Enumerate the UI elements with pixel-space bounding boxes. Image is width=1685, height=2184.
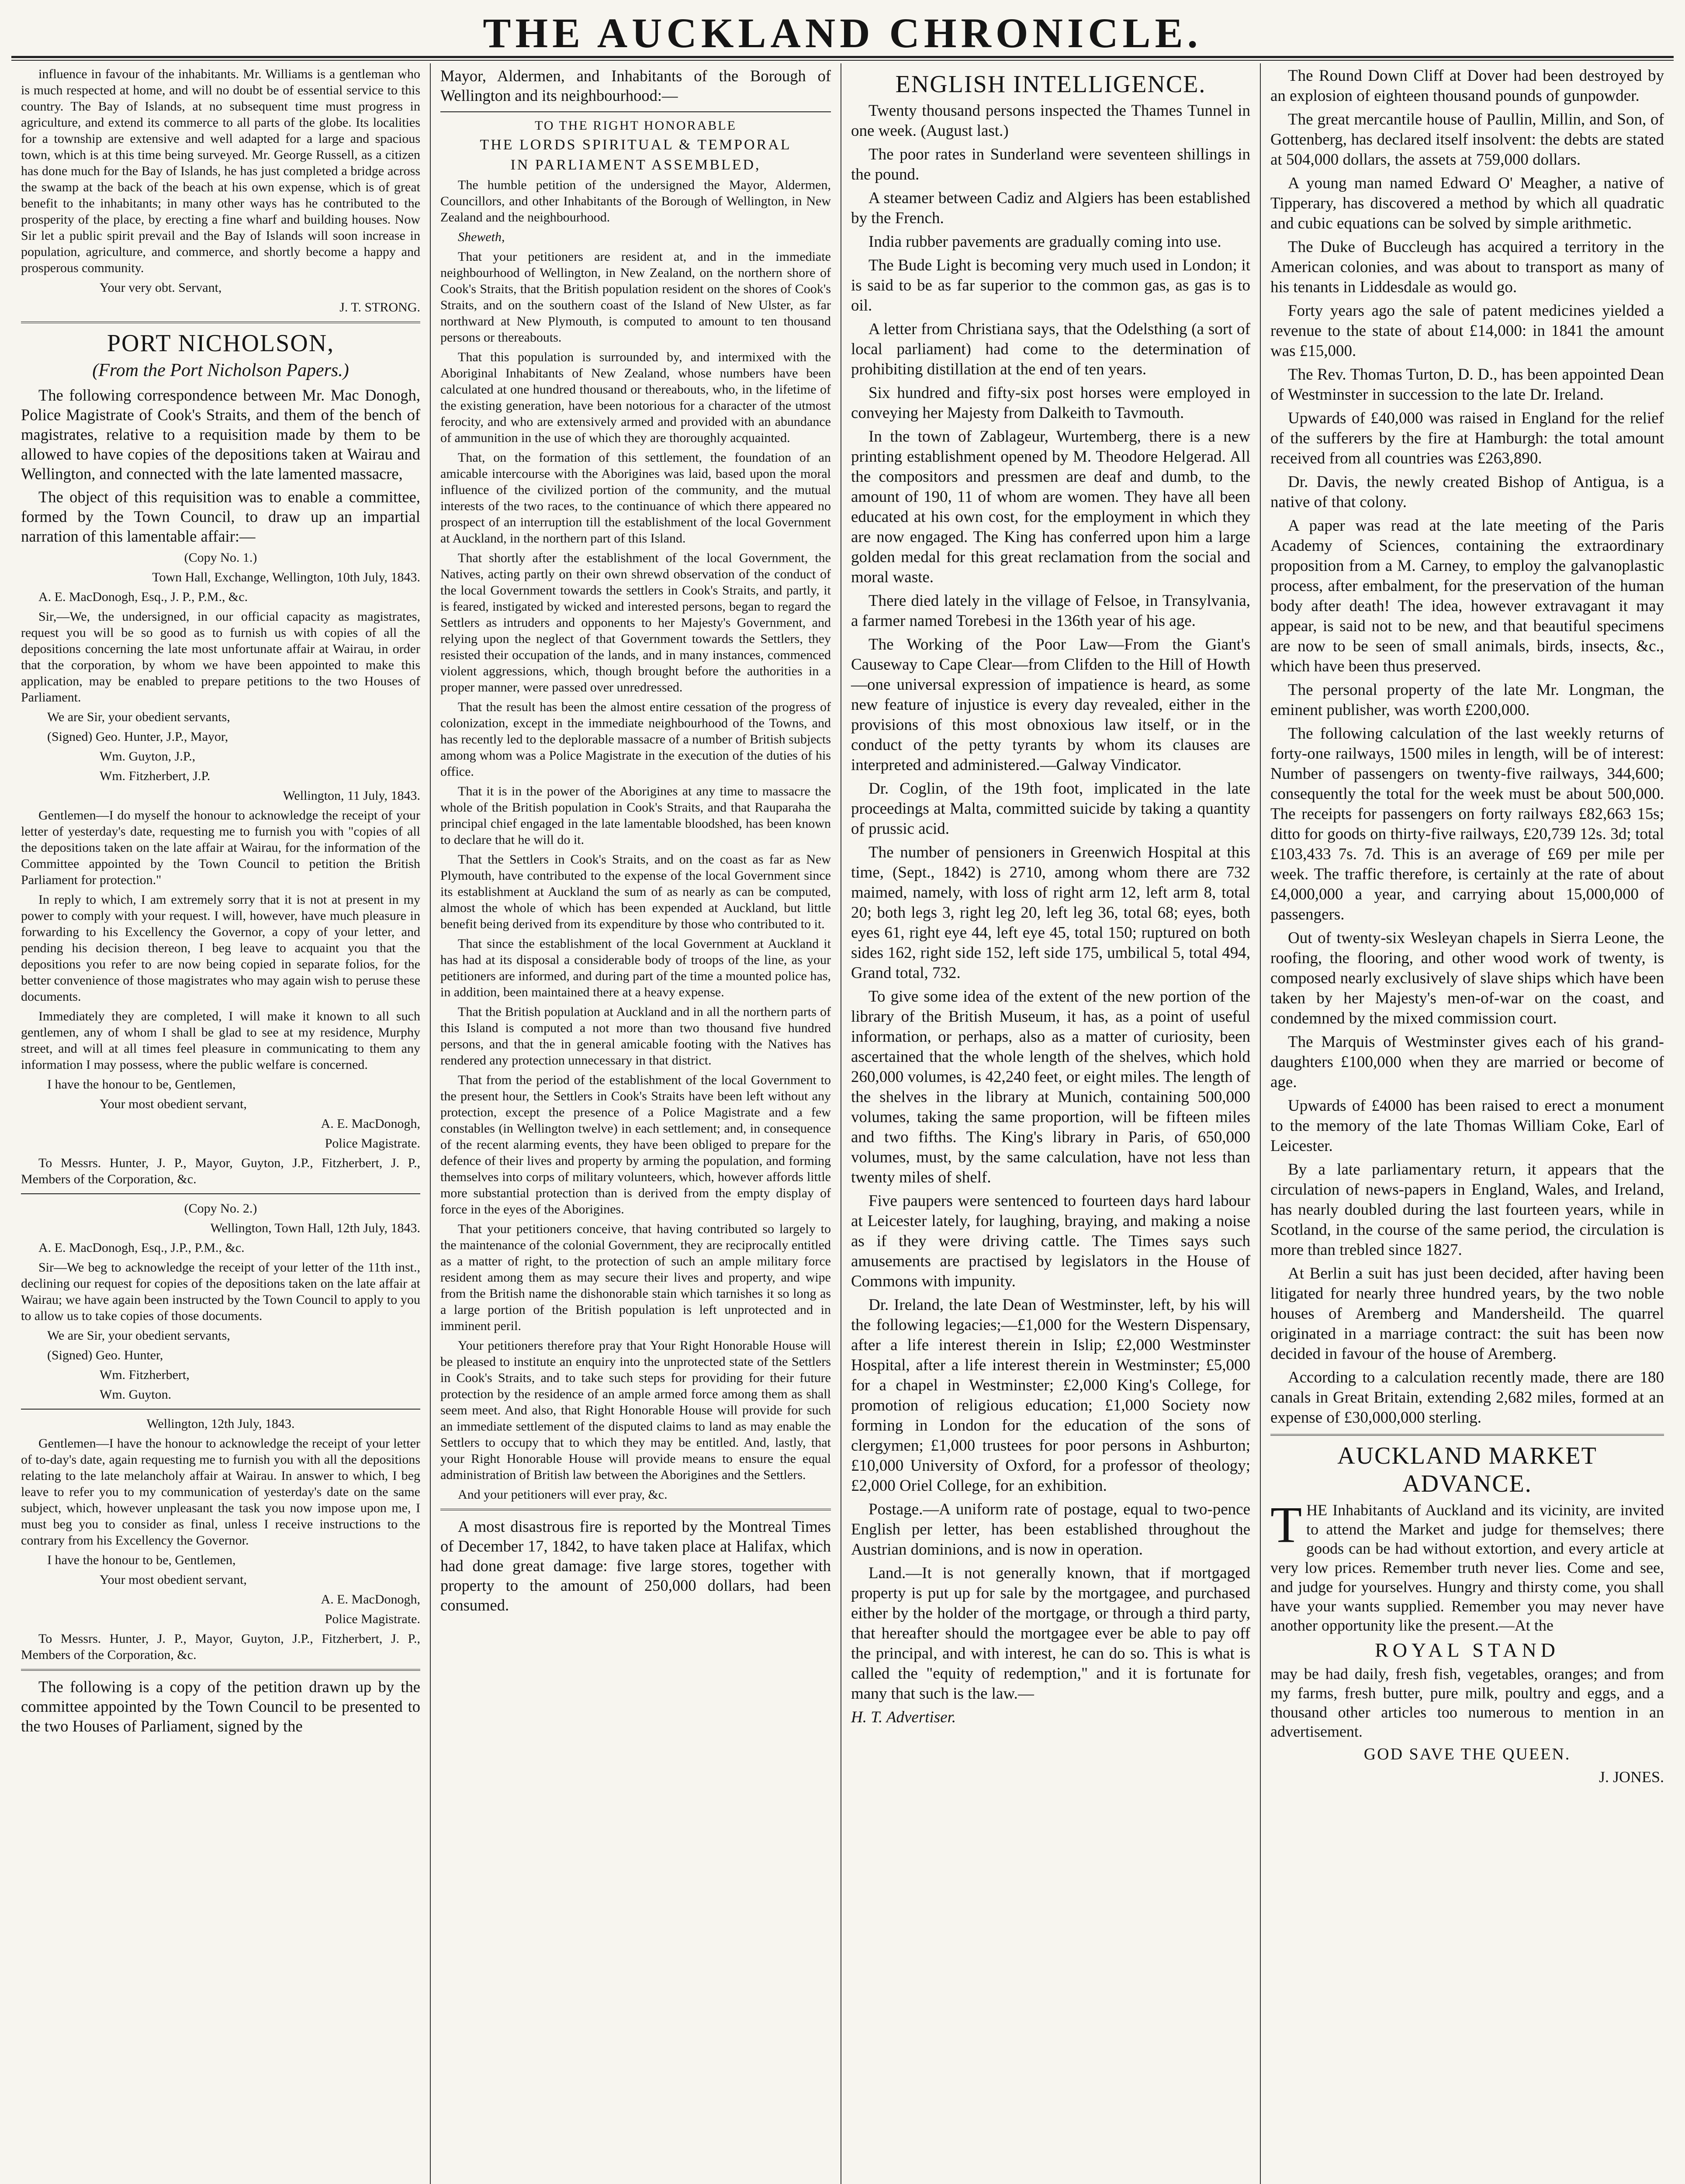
copy-1-signature-3: Wm. Fitzherbert, J.P. <box>100 769 211 783</box>
news-item: The Bude Light is becoming very much used in London; it is said to be as far superior to the common gas, as gas is to oil. <box>851 256 1250 314</box>
petition-para: That this population is surrounded by, and intermixed with the Aboriginal Inhabitants of New Zealand, whose numbers have been calculated at one hundred thousand or thereabouts, who, in the lifetime of the existing generation, have been notorious for a character of the utmost ferocity, and who are extensively armed and provided with an abundance of ammunition in the use of which they are thoroughly acquainted. <box>440 350 831 445</box>
news-item: The number of pensioners in Greenwich Hospital at this time, (Sept., 1842) is 2710, among whom there are 732 maimed, namely, with loss of right arm 12, left arm 8, total 20; both legs 3, right leg 20, left leg 36, total 68; eyes, both eyes 61, right eye 44, left eye 45, total 150; ruptured on both sides 162, right side 152, left side 175, umbilical 5, total 494, Grand total, 732. <box>851 843 1250 982</box>
petition-para: That the result has been the almost entire cessation of the progress of colonization, except in the immediate neighbourhood of the Towns, and has recently led to the deplorable massacre of a number of British subjects among whom was a Police Magistrate in the execution of the duties of his office. <box>440 700 831 779</box>
royal-stand-label: ROYAL STAND <box>1375 1639 1560 1661</box>
market-advance-signature: J. JONES. <box>1599 1768 1664 1786</box>
petition-addressee-3: IN PARLIAMENT ASSEMBLED, <box>510 157 761 173</box>
news-item: The Working of the Poor Law—From the Giant's Causeway to Cape Clear—from Clifden to the Hill of Howth—one universal expression of impatience is heard, as some new feature of injustice is every day revealed, either in the provisions of this most obnoxious law itself, or in the conduct of the petty tyrants by whom its clauses are interpreted and administered.—Galway Vindicator. <box>851 636 1250 774</box>
reply-1-para-2: In reply to which, I am extremely sorry that it is not at present in my power to comply with your request. I will, however, have much pleasure in forwarding to his Excellency the Governor, a copy of your letter, and pending his decision thereon, I beg leave to acquaint you that the depositions you refer to are now being copied in separate folios, for the better convenience of those magistrates who may again wish to peruse these documents. <box>21 892 420 1004</box>
column-2 <box>431 63 841 2184</box>
market-advance-body <box>1270 1496 1664 1635</box>
market-advance-heading: AUCKLAND MARKET ADVANCE. <box>1337 1442 1597 1497</box>
news-item: Upwards of £4000 has been raised to erect a monument to the memory of the late Thomas William Coke, Earl of Leicester. <box>1270 1097 1664 1155</box>
reply-2-signature: A. E. MacDonogh, <box>321 1592 420 1607</box>
petition-para: That it is in the power of the Aborigines at any time to massacre the whole of the British population in Cook's Straits, and that Rauparaha the principal chief engaged in the late lamentable bloodshed, has been known to declare that he will do it. <box>440 784 831 847</box>
petition-para: That the Settlers in Cook's Straits, and on the coast as far as New Plymouth, have contributed to the expense of the local Government since its establishment at Auckland the sum of as nearly as can be computed, almost the whole of which has been expended at Auckland, but little benefit being derived from its expenditure by those who contributed to it. <box>440 852 831 931</box>
news-item: The Rev. Thomas Turton, D. D., has been appointed Dean of Westminster in succession to the late Dr. Ireland. <box>1270 366 1664 404</box>
section-divider <box>21 321 420 323</box>
reply-1-recipients: To Messrs. Hunter, J. P., Mayor, Guyton, J.P., Fitzherbert, J. P., Members of the Corporation, &c. <box>21 1156 420 1186</box>
section-divider <box>1270 1434 1664 1436</box>
port-nicholson-subheading: (From the Port Nicholson Papers.) <box>92 360 349 380</box>
news-item: The following calculation of the last weekly returns of forty-one railways, 1500 miles in length, will be of interest: Number of passengers on twenty-five railways, 344,600; consequently the total for the week must be about 500,000. The receipts for passengers on forty railways £82,663 15s; ditto for goods on thirty-five railways, £20,739 12s. 3d; total £103,433 7s. 7d. This is an average of £69 per mile per week. The traffic therefore, is certainly at the rate of about £4,000,000 a year, and carrying about 15,000,000 of passengers. <box>1270 725 1664 923</box>
petition-addressee-1: TO THE RIGHT HONORABLE <box>535 118 737 133</box>
column-1 <box>11 63 431 2184</box>
news-item: Dr. Coglin, of the 19th foot, implicated in the late proceedings at Malta, committed suicide by taking a quantity of prussic acid. <box>851 780 1250 838</box>
copy-2-body: Sir—We beg to acknowledge the receipt of your letter of the 11th inst., declining our request for copies of the depositions taken on the late affair at Wairau; we have again been instructed by the Town Council to apply to you to allow us to take copies of those documents. <box>21 1260 420 1323</box>
news-item: At Berlin a suit has just been decided, after having been litigated for nearly three hundred years, by the two noble houses of Aremberg and Mandersheild. The quarrel originated in a marriage contract: the suit has been now decided in favour of the house of Aremberg. <box>1270 1265 1664 1363</box>
reply-1-signature: A. E. MacDonogh, <box>321 1116 420 1131</box>
column-3 <box>841 63 1261 2184</box>
news-item: Dr. Ireland, the late Dean of Westminster, left, by his will the following legacies;—£1,000 for the Western Dispensary, after a life interest therein in Islip; £2,000 Westminster Hospital, after a life interest therein in Westminster; £5,000 for a chapel in Westminster; £2,000 King's College, for promotion of religious education; £1,000 Society now forming in London for the education of the sons of clergymen; £1,000 trustees for poor persons in Ashburton; £10,000 University of Oxford, for a professor of theology; £2,000 Oriel College, for an exhibition. <box>851 1296 1250 1495</box>
masthead-title: THE AUCKLAND CHRONICLE. <box>11 10 1674 58</box>
petition-para: That, on the formation of this settlement, the foundation of an amicable intercourse with the Aborigines was laid, based upon the moral influence of the civilized portion of the community, and the mutual interests of the two races, to the continuance of which there appeared no prospect of an interruption till the establishment of the local Government at Auckland, in the northern part of this Island. <box>440 450 831 546</box>
section-divider <box>440 111 831 112</box>
reply-1-title: Police Magistrate. <box>325 1136 420 1151</box>
petition-para: That your petitioners are resident at, and in the immediate neighbourhood of Wellington, in New Zealand, on the northern shore of Cook's Straits, that the British population resident on the shores of Cook's Straits, and on the southern coast of the Island of New Ulster, as far northward at New Plymouth, is computed to amount to ten thousand persons or thereabouts. <box>440 249 831 345</box>
copy-1-signature-2: Wm. Guyton, J.P., <box>100 749 196 764</box>
reply-2-closing-2: Your most obedient servant, <box>100 1572 247 1587</box>
copy-1-addressee: A. E. MacDonogh, Esq., J. P., P.M., &c. <box>38 590 248 604</box>
news-item: India rubber pavements are gradually coming into use. <box>868 233 1221 251</box>
news-item: The poor rates in Sunderland were seventeen shillings in the pound. <box>851 145 1250 183</box>
petition-signers: Mayor, Aldermen, and Inhabitants of the Borough of Wellington and its neighbourhood:— <box>440 67 831 104</box>
god-save-the-queen: GOD SAVE THE QUEEN. <box>1363 1745 1571 1763</box>
copy-2-addressee: A. E. MacDonogh, Esq., J.P., P.M., &c. <box>38 1241 245 1255</box>
news-item: In the town of Zablageur, Wurtemberg, there is a new printing establishment opened by M. Theodore Helgerad. All the compositors and pressmen are deaf and dumb, to the amount of 190, 11 of whom are women. They have all been educated at his own cost, for the employment in which they are now engaged. The King has conferred upon him a large golden medal for this great reclamation from the social and moral waste. <box>851 428 1250 586</box>
column-4 <box>1261 63 1674 2184</box>
petition-para: Your petitioners therefore pray that Your Right Honorable House will be pleased to institute an enquiry into the unprotected state of the Settlers in Cook's Straits, and to take such steps for providing for their future protection by the residence of an ample armed force among them as shall seem meet. And also, that Right Honorable House will provide for such an immediate settlement of the disputed claims to land as may enable the Settlers to occupy that to which they may be entitled. And, lastly, that your Right Honorable House will provide means to ensure the equal administration of British law between the Aborigines and the Settlers. <box>440 1338 831 1482</box>
news-item: Land.—It is not generally known, that if mortgaged property is put up for sale by the mortgagee, and purchased either by the holder of the mortgage, or through a third party, that hereafter should the mortgagee ever be able to pay off the principal, and with interest, he can do so. This is what is called the "equity of redemption," and it is fortunate for many that such is the law.— <box>851 1564 1250 1703</box>
petition-para: That from the period of the establishment of the local Government to the present hour, the Settlers in Cook's Straits have been left without any protection, except the presence of a Police Magistrate and a few constables (in Wellington twelve) in each settlement; and, in consequence of the recent alarming events, they have been obliged to prepare for the defence of their lives and property by arming the population, and forming themselves into corps of military volunteers, which, however affords little more substantial protection than is derived from the empty display of force in the eyes of the Aborigines. <box>440 1073 831 1216</box>
news-attribution: H. T. Advertiser. <box>851 1708 956 1726</box>
petition-closing: And your petitioners will ever pray, &c. <box>458 1487 668 1502</box>
petition-sheweth: Sheweth, <box>458 230 505 244</box>
port-nicholson-lead-2: The object of this requisition was to enable a committee, formed by the Town Council, to draw up an impartial narration of this lamentable affair:— <box>21 488 420 545</box>
copy-1-body: Sir,—We, the undersigned, in our official capacity as magistrates, request you will be so good as to furnish us with copies of all the depositions concerning the late most unfortunate affair at Wairau, in order that the corporation, by whom we have been appointed to make this application, may be enabled to prepare petitions to the two Houses of Parliament. <box>21 609 420 705</box>
strong-letter-closing: Your very obt. Servant, <box>100 280 222 295</box>
copy-1-place: Town Hall, Exchange, Wellington, 10th July, 1843. <box>152 570 420 584</box>
market-advance-text: HE Inhabitants of Auckland and its vicinity, are invited to attend the Market and judge for themselves; there goods can be had without extortion, and every article at very low prices. Remember truth never lies. Come and see, and judge for yourselves. Hungry and thirsty come, you shall have your wants supplied. Remember you may never have another opportunity like the present.—At the <box>1270 1501 1664 1634</box>
petition-addressee-2: THE LORDS SPIRITUAL & TEMPORAL <box>480 137 792 153</box>
news-item: The personal property of the late Mr. Longman, the eminent publisher, was worth £200,000. <box>1270 681 1664 719</box>
petition-para: That shortly after the establishment of the local Government, the Natives, acting partly on their own shrewd observation of the conduct of the local Government towards the settlers in Cook's Straits, and partly, it is feared, instigated by wicked and interested persons, began to regard the Settlers as intruders and opponents to her Majesty's Government, and relying upon the neglect of that Government towards the Settlers, they resisted their occupation of the lands, and in many instances, commenced violent aggressions, which, though brought before the authorities in a proper manner, were passed over unredressed. <box>440 551 831 695</box>
petition-para: That the British population at Auckland and in all the northern parts of this Island is computed a not more than two thousand five hundred persons, and that the in general amicable footing with the Natives has rendered any protection unnecessary in that district. <box>440 1005 831 1068</box>
news-item: Five paupers were sentenced to fourteen days hard labour at Leicester lately, for laughing, braying, and making a noise as if they were driving cattle. The Times says such amusements are practised by legislators in the House of Commons with impunity. <box>851 1192 1250 1290</box>
petition-para: That since the establishment of the local Government at Auckland it has had at its disposal a considerable body of troops of the line, as your petitioners are informed, and during part of the time a mounted police has, in addition, been maintained there at a heavy expense. <box>440 936 831 999</box>
copy-2-closing: We are Sir, your obedient servants, <box>47 1328 230 1343</box>
strong-letter-signature: J. T. STRONG. <box>339 300 420 314</box>
section-divider <box>21 1193 420 1194</box>
market-advance-dropcap: T <box>1270 1496 1302 1553</box>
news-item: Dr. Davis, the newly created Bishop of Antigua, is a native of that colony. <box>1270 473 1664 511</box>
news-item: A steamer between Cadiz and Algiers has been established by the French. <box>851 189 1250 227</box>
section-divider <box>440 1509 831 1510</box>
reply-1-closing: I have the honour to be, Gentlemen, <box>47 1077 236 1092</box>
copy-1-date: Wellington, 11 July, 1843. <box>283 788 420 803</box>
port-nicholson-lead-1: The following correspondence between Mr. Mac Donogh, Police Magistrate of Cook's Straits, and them of the bench of magistrates, relative to a requisition made by them to be allowed to have copies of the depositions taken at Wairau and Wellington, and connected with the late lamented massacre, <box>21 386 420 483</box>
copy-1-closing: We are Sir, your obedient servants, <box>47 710 230 724</box>
news-item: According to a calculation recently made, there are 180 canals in Great Britain, extending 2,682 miles, formed at an expense of £30,000,000 sterling. <box>1270 1368 1664 1427</box>
columns <box>11 63 1674 2184</box>
news-item: Six hundred and fifty-six post horses were employed in conveying her Majesty from Dalkeith to Tavmouth. <box>851 384 1250 422</box>
news-item: A young man named Edward O' Meagher, a native of Tipperary, has discovered a method by which all quadratic and cubic equations can be solved by simple arithmetic. <box>1270 174 1664 232</box>
reply-1-para-3: Immediately they are completed, I will make it known to all such gentlemen, any of whom I shall be glad to see at my residence, Murphy street, and will at all times feel pleasure in communicating to them any information I may possess, where the public welfare is concerned. <box>21 1009 420 1072</box>
news-item: A paper was read at the late meeting of the Paris Academy of Sciences, containing the extraordinary proposition from a M. Carney, to employ the galvanoplastic process, after embalment, for the preservation of the human body after death! The idea, however extravagant it may appear, is said not to be new, and that beautiful specimens are now to be seen of small animals, birds, insects, &c., which have been thus preserved. <box>1270 517 1664 675</box>
reply-1-para-1: Gentlemen—I do myself the honour to acknowledge the receipt of your letter of yesterday's date, requesting me to furnish you with "copies of all the depositions taken on the late affair at Wairau, for the information of the Committee appointed by the Town Council to petition the British Parliament for protection." <box>21 808 420 887</box>
news-item: Forty years ago the sale of patent medicines yielded a revenue to the state of about £14,000: in 1841 the amount was £15,000. <box>1270 302 1664 360</box>
strong-letter-body: influence in favour of the inhabitants. Mr. Williams is a gentleman who is much respected at home, and will no doubt be of essential service to this country. The Bay of Islands, at no subsequent time must progress in agriculture, and extend its commerce to all parts of the globe. Its localities for a township are extensive and well adapted for a large and spacious town, which is at this time being surveyed. Mr. George Russell, as a citizen has done much for the Bay of Islands, he has just completed a bridge across the swamp at the back of the beach at his own expense, which is of great benefit to the inhabitants; in many other ways has he contributed to the prosperity of the place, by erecting a fine wharf and building houses. Now Sir let a public spirit prevail and the Bay of Islands will soon increase in population, agriculture, and commerce, and shortly become a happy and prosperous community. <box>21 67 420 275</box>
news-item: To give some idea of the extent of the new portion of the library of the British Museum, it has, as a point of useful information, or perhaps, also as a matter of curiosity, been ascertained that the whole length of the shelves, which hold 260,000 volumes, is 42,240 feet, or eight miles. The length of the shelves in the library at Munich, containing 500,000 volumes, taking the same proportion, will be fifteen miles and two fifths. The King's library in Paris, of 650,000 volumes, must, by the same calculation, have not less than twenty miles of shelf. <box>851 988 1250 1186</box>
news-item: The great mercantile house of Paullin, Millin, and Son, of Gottenberg, has declared itself insolvent: the debts are stated at 504,000 dollars, the assets at 759,000 dollars. <box>1270 111 1664 169</box>
news-item: By a late parliamentary return, it appears that the circulation of news-papers in England, Wales, and Ireland, has nearly doubled during the last fourteen years, while in Scotland, in the course of the same period, the circulation is more than trebled since 1827. <box>1270 1161 1664 1259</box>
halifax-fire-article: A most disastrous fire is reported by the Montreal Times of December 17, 1842, to have taken place at Halifax, which had done great damage: five large stores, together with property to the amount of 250,000 dollars, had been consumed. <box>440 1517 831 1614</box>
section-divider <box>21 1409 420 1410</box>
copy-1-signed: (Signed) Geo. Hunter, J.P., Mayor, <box>47 729 228 744</box>
copy-1-title: (Copy No. 1.) <box>184 550 257 565</box>
english-intelligence-heading: ENGLISH INTELLIGENCE. <box>895 71 1206 98</box>
news-item: A letter from Christiana says, that the Odelsthing (a sort of local parliament) had come to the determination of prohibiting distillation at the end of ten years. <box>851 320 1250 378</box>
petition-humble: The humble petition of the undersigned the Mayor, Aldermen, Councillors, and other Inhabitants of the Borough of Wellington, in New Zealand and the neighbourhood. <box>440 178 831 225</box>
news-item: The Duke of Buccleugh has acquired a territory in the American colonies, and was about to transport as many of his tenants in Liddesdale as would go. <box>1270 238 1664 296</box>
news-item: There died lately in the village of Felsoe, in Transylvania, a farmer named Torebesi in the 136th year of his age. <box>851 592 1250 630</box>
reply-2-title: Police Magistrate. <box>325 1612 420 1626</box>
copy-2-signed: (Signed) Geo. Hunter, <box>47 1348 163 1362</box>
reply-2-body: Gentlemen—I have the honour to acknowledge the receipt of your letter of to-day's date, again requesting me to furnish you with all the depositions relating to the late melancholy affair at Wairau. In answer to which, I beg leave to refer you to my communication of yesterday's date on the same subject, which, however unpleasant the task you now impose upon me, I must beg you to consider as final, unless I receive instructions to the contrary from his Excellency the Governor. <box>21 1436 420 1548</box>
petition-intro: The following is a copy of the petition drawn up by the committee appointed by the Town Council to be presented to the two Houses of Parliament, signed by the <box>21 1678 420 1735</box>
copy-2-signature-3: Wm. Guyton. <box>100 1387 172 1402</box>
reply-2-date: Wellington, 12th July, 1843. <box>146 1417 295 1431</box>
news-item: The Round Down Cliff at Dover had been destroyed by an explosion of eighteen thousand pounds of gunpowder. <box>1270 67 1664 105</box>
news-item: Out of twenty-six Wesleyan chapels in Sierra Leone, the roofing, the flooring, and other wood work of twenty, is composed nearly exclusively of slave ships which have been taken by her Majesty's men-of-war on the coast, and condemned by the mixed commission court. <box>1270 929 1664 1027</box>
news-item: The Marquis of Westminster gives each of his grand-daughters £100,000 when they are married or become of age. <box>1270 1033 1664 1091</box>
copy-2-title: (Copy No. 2.) <box>184 1201 257 1216</box>
reply-2-closing: I have the honour to be, Gentlemen, <box>47 1553 236 1567</box>
reply-1-closing-2: Your most obedient servant, <box>100 1097 247 1111</box>
news-item: Postage.—A uniform rate of postage, equal to two-pence English per letter, has been established throughout the Austrian dominions, and is now in operation. <box>851 1500 1250 1559</box>
copy-2-signature-2: Wm. Fitzherbert, <box>100 1368 190 1382</box>
copy-2-place: Wellington, Town Hall, 12th July, 1843. <box>210 1221 420 1235</box>
port-nicholson-heading: PORT NICHOLSON, <box>107 330 335 357</box>
market-advance-body-2: may be had daily, fresh fish, vegetables, oranges; and from my farms, fresh butter, pure milk, poultry and eggs, and a thousand other articles too numerous to mention in an advertisement. <box>1270 1665 1664 1740</box>
reply-2-recipients: To Messrs. Hunter, J. P., Mayor, Guyton, J.P., Fitzherbert, J. P., Members of the Corporation, &c. <box>21 1631 420 1662</box>
masthead-rule <box>11 60 1674 61</box>
news-item: Twenty thousand persons inspected the Thames Tunnel in one week. (August last.) <box>851 102 1250 140</box>
news-item: Upwards of £40,000 was raised in England for the relief of the sufferers by the fire at Hamburgh: the total amount received from all countries was £263,890. <box>1270 409 1664 467</box>
section-divider <box>21 1669 420 1671</box>
petition-para: That your petitioners conceive, that having contributed so largely to the maintenance of the colonial Government, they are reciprocally entitled as a matter of right, to the protection of such an ample military force resident among them as may secure their lives and property, and wipe from the British name the dishonorable stain which tarnishes it so long as a large portion of the British population is left unprotected and in imminent peril. <box>440 1222 831 1333</box>
